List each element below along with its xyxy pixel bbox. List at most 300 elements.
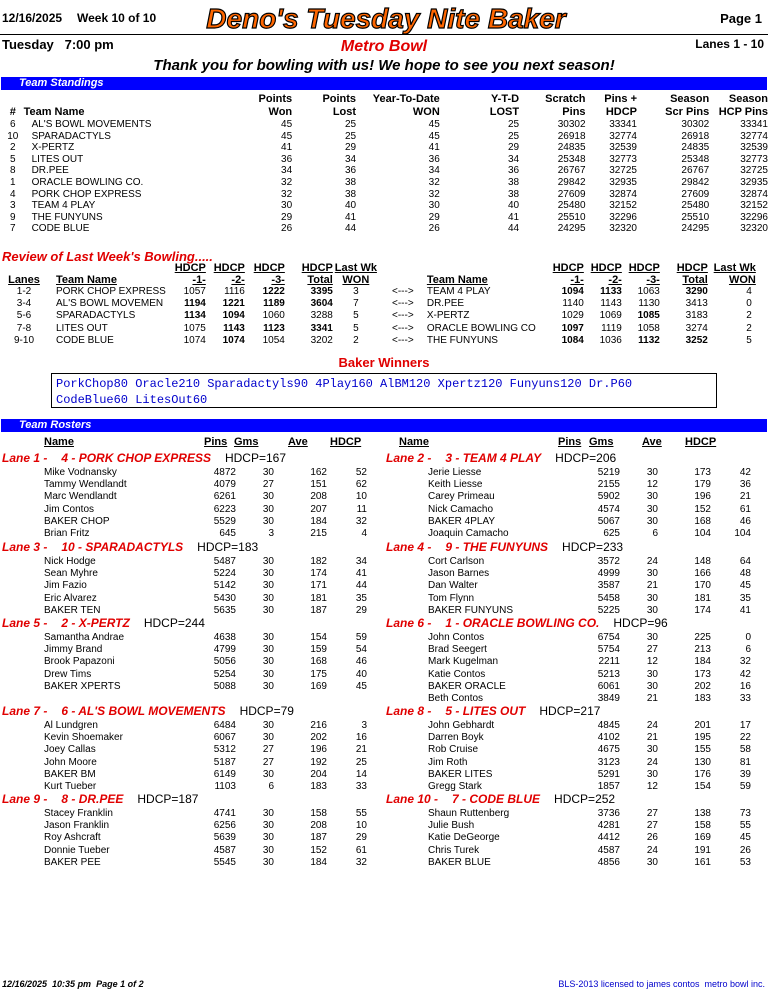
- player-ave: 154: [310, 632, 327, 643]
- baker-winners-line1: PorkChop80 Oracle210 Sparadactyls90 4Play160 AlBM120 Xpertz120 Funyuns120 Dr.P60: [56, 377, 633, 391]
- player-ave: 207: [310, 503, 327, 515]
- player-pins: 4079: [213, 479, 236, 491]
- player-gms: 30: [646, 568, 658, 580]
- standings-season-scr: 25510: [681, 211, 710, 223]
- roster-player-row: [44, 832, 367, 844]
- review-right-g1: 1140: [562, 298, 584, 310]
- roster-hdcp-prefix: HDCP=: [555, 451, 597, 465]
- player-name: Drew Tims: [44, 668, 92, 680]
- standings-lost: 29: [344, 142, 357, 154]
- player-name: Jason Franklin: [44, 820, 110, 832]
- player-hdcp: 21: [355, 744, 367, 756]
- roster-player-row: [44, 732, 367, 744]
- standings-team: DR.PEE: [31, 165, 69, 177]
- standings-lost: 41: [344, 211, 357, 223]
- player-pins: 4845: [597, 720, 620, 731]
- roster-table: [428, 556, 751, 617]
- standings-season-hdcp: 32725: [740, 165, 768, 177]
- roster-hdcp-value: 233: [603, 540, 624, 554]
- roster-team-hdcp: [555, 451, 616, 465]
- roster-hdcp-prefix: HDCP=: [562, 540, 604, 554]
- roster-player-row: [44, 681, 367, 693]
- roster-player-row: [428, 632, 751, 644]
- player-pins: 3123: [597, 756, 620, 768]
- player-hdcp: 25: [355, 756, 367, 768]
- player-name: Jim Roth: [428, 756, 468, 768]
- player-name: BAKER CHOP: [44, 515, 110, 527]
- player-ave: 148: [694, 556, 711, 567]
- review-left-won: 7: [353, 298, 359, 310]
- player-pins: 4799: [213, 644, 236, 656]
- review-arrow: <--->: [392, 322, 414, 334]
- rv-col-total-r: HDCP Total: [676, 262, 708, 286]
- player-ave: 151: [310, 479, 327, 491]
- standings-rank: 10: [7, 130, 19, 142]
- roster-table: [44, 808, 367, 869]
- player-pins: 4872: [213, 467, 236, 478]
- player-ave: 170: [694, 580, 711, 592]
- standings-season-scr: 26767: [681, 165, 710, 177]
- week-label: Week 10 of 10: [77, 11, 157, 25]
- roster-hdcp-value: 167: [265, 451, 286, 465]
- roster-hdcp-prefix: HDCP=: [539, 704, 581, 718]
- standings-row: [2, 177, 768, 189]
- roster-team-hdcp: [562, 540, 623, 554]
- player-hdcp: 33: [739, 693, 751, 705]
- roster-player-row: [428, 556, 751, 568]
- standings-ytd-won: 45: [428, 130, 440, 142]
- player-name: Brian Fritz: [44, 528, 90, 540]
- standings-team: AL'S BOWL MOVEMENTS: [31, 119, 152, 130]
- roster-player-row: [44, 593, 367, 605]
- standings-lost: 38: [344, 176, 357, 188]
- player-pins: 4587: [597, 844, 620, 856]
- standings-pins-hdcp: 32152: [609, 200, 637, 212]
- roster-table: [428, 467, 751, 540]
- standings-ytd-won: 41: [428, 142, 440, 154]
- player-gms: 30: [262, 568, 274, 580]
- player-name: BAKER BLUE: [428, 856, 491, 868]
- player-ave: 159: [310, 644, 327, 656]
- player-ave: 181: [694, 592, 711, 604]
- standings-team: CODE BLUE: [31, 223, 90, 235]
- roster-player-row: [44, 744, 367, 756]
- standings-scratch: 26918: [557, 130, 586, 142]
- standings-scratch: 24835: [557, 142, 586, 154]
- player-gms: 30: [262, 515, 274, 527]
- review-left-won: 3: [353, 286, 359, 297]
- roster-player-row: [44, 556, 367, 568]
- player-name: Dan Walter: [428, 580, 478, 592]
- review-left-g2: 1221: [222, 298, 245, 310]
- player-hdcp: 52: [355, 467, 367, 478]
- player-name: Keith Liesse: [428, 479, 483, 491]
- roster-table: [44, 467, 367, 540]
- player-name: Marc Wendlandt: [44, 491, 117, 503]
- player-pins: 4281: [597, 820, 620, 832]
- player-ave: 166: [694, 568, 711, 580]
- footer-printed: 12/16/2025 10:35 pm Page 1 of 2: [2, 979, 144, 989]
- standings-ytd-lost: 25: [507, 130, 520, 142]
- roster-hdcp-prefix: HDCP=: [143, 616, 185, 630]
- rv-col-total: HDCP Total: [301, 262, 333, 286]
- col-won: Points Won: [258, 93, 293, 118]
- standings-ytd-lost: 44: [507, 223, 520, 235]
- rosters-section-bar: [1, 419, 767, 432]
- player-name: Brad Seegert: [428, 644, 487, 656]
- standings-ytd-won: 32: [428, 188, 440, 200]
- player-hdcp: 61: [739, 503, 751, 515]
- roster-team-hdcp: [225, 451, 286, 465]
- review-left-won: 5: [353, 310, 359, 322]
- standings-team: PORK CHOP EXPRESS: [31, 188, 142, 200]
- player-pins: 2155: [597, 479, 620, 491]
- roster-lane-label: Lane 10 -: [386, 792, 439, 806]
- player-ave: 216: [310, 720, 327, 731]
- review-right-g2: 1119: [601, 322, 622, 334]
- standings-lost: 44: [344, 223, 357, 235]
- player-hdcp: 45: [355, 680, 367, 692]
- standings-lost: 25: [344, 130, 357, 142]
- player-hdcp: 45: [739, 580, 751, 592]
- player-hdcp: 34: [355, 556, 367, 567]
- roster-player-row: [428, 732, 751, 744]
- rv-col-won: Last Wk WON: [334, 262, 377, 286]
- player-gms: 30: [262, 668, 274, 680]
- player-gms: 30: [646, 491, 658, 503]
- roster-hdr-gms-left: Gms: [234, 436, 259, 448]
- standings-rank: 9: [10, 211, 16, 223]
- roster-player-row: [428, 479, 751, 491]
- player-gms: 30: [262, 732, 274, 744]
- player-hdcp: 42: [739, 668, 751, 680]
- standings-season-hdcp: 32774: [740, 130, 768, 142]
- roster-player-row: [44, 669, 367, 681]
- review-lanes: 7-8: [16, 322, 32, 334]
- standings-won: 30: [281, 200, 293, 212]
- review-left-team: AL'S BOWL MOVEMEN: [56, 298, 164, 310]
- player-pins: 4856: [597, 856, 620, 868]
- player-ave: 174: [310, 568, 327, 580]
- standings-lost: 36: [344, 165, 357, 177]
- rv-col-team-r: Team Name: [426, 274, 488, 286]
- roster-player-row: [428, 681, 751, 693]
- player-hdcp: 17: [739, 720, 751, 731]
- roster-hdcp-value: 183: [238, 540, 259, 554]
- player-pins: 4675: [597, 744, 620, 756]
- roster-team-header: [2, 792, 198, 806]
- roster-team-header: [2, 540, 258, 554]
- day-time: Tuesday 7:00 pm: [2, 37, 114, 52]
- player-ave: 202: [310, 732, 327, 744]
- player-ave: 196: [310, 744, 327, 756]
- player-ave: 187: [310, 604, 327, 616]
- review-right-won: 0: [746, 298, 752, 310]
- player-pins: 5487: [213, 556, 236, 567]
- review-left-total: 3395: [310, 286, 333, 297]
- player-hdcp: 54: [355, 644, 367, 656]
- roster-player-row: [428, 491, 751, 503]
- review-right-total: 3252: [685, 334, 708, 346]
- player-gms: 30: [262, 680, 274, 692]
- review-right-won: 2: [746, 310, 752, 322]
- roster-team-header: [386, 451, 616, 465]
- player-name: Jim Contos: [44, 503, 95, 515]
- player-hdcp: 10: [355, 491, 367, 503]
- player-hdcp: 35: [355, 592, 367, 604]
- roster-lane-label: Lane 6 -: [386, 616, 432, 630]
- roster-team-hdcp: [197, 540, 258, 554]
- lanes-range: Lanes 1 - 10: [695, 37, 764, 51]
- roster-table: [44, 556, 367, 617]
- col-season-scr: Season Scr Pins: [665, 93, 710, 118]
- roster-team-hdcp: [539, 704, 600, 718]
- player-gms: 12: [646, 479, 658, 491]
- roster-hdr-name-left: Name: [44, 436, 74, 448]
- player-pins: 625: [603, 528, 620, 540]
- standings-ytd-won: 34: [428, 165, 440, 177]
- roster-player-row: [44, 857, 367, 869]
- player-name: Carey Primeau: [428, 491, 495, 503]
- player-gms: 30: [646, 668, 658, 680]
- player-pins: 5067: [597, 515, 620, 527]
- standings-scratch: 30302: [557, 119, 586, 130]
- standings-rank: 1: [10, 176, 16, 188]
- player-gms: 27: [262, 479, 274, 491]
- standings-pins-hdcp: 32773: [609, 153, 637, 165]
- review-right-total: 3274: [685, 322, 708, 334]
- roster-team-name: 6 - AL'S BOWL MOVEMENTS: [61, 704, 226, 718]
- player-hdcp: 29: [355, 832, 367, 844]
- roster-player-row: [44, 568, 367, 580]
- player-hdcp: 10: [355, 820, 367, 832]
- roster-hdcp-prefix: HDCP=: [224, 451, 266, 465]
- player-gms: 27: [646, 808, 658, 819]
- player-gms: 30: [262, 808, 274, 819]
- player-name: Brook Papazoni: [44, 656, 115, 668]
- player-ave: 174: [694, 604, 711, 616]
- roster-hdcp-value: 252: [595, 792, 616, 806]
- roster-player-row: [428, 516, 751, 528]
- rv-col-g3: HDCP -3-: [253, 262, 285, 286]
- player-name: John Contos: [428, 632, 485, 643]
- standings-rank: 4: [10, 188, 16, 200]
- review-right-g3: 1063: [637, 286, 660, 297]
- roster-player-row: [44, 580, 367, 592]
- roster-hdcp-prefix: HDCP=: [554, 792, 596, 806]
- roster-team-name: 1 - ORACLE BOWLING CO.: [445, 616, 600, 630]
- roster-lane-label: Lane 2 -: [386, 451, 432, 465]
- player-hdcp: 14: [355, 768, 367, 780]
- roster-player-row: [428, 467, 751, 479]
- review-row: [2, 298, 756, 310]
- player-pins: 5254: [213, 668, 236, 680]
- roster-player-row: [428, 845, 751, 857]
- player-hdcp: 41: [739, 604, 751, 616]
- player-ave: 161: [694, 856, 711, 868]
- standings-row: [2, 212, 768, 224]
- player-gms: 21: [646, 732, 658, 744]
- roster-player-row: [44, 644, 367, 656]
- player-ave: 162: [310, 467, 327, 478]
- player-hdcp: 44: [355, 580, 367, 592]
- rv-col-team: Team Name: [56, 274, 117, 286]
- player-pins: 5225: [597, 604, 620, 616]
- player-ave: 158: [694, 820, 711, 832]
- player-gms: 30: [262, 604, 274, 616]
- player-pins: 5224: [213, 568, 236, 580]
- player-hdcp: 16: [739, 680, 751, 692]
- player-name: Samantha Andrae: [44, 632, 125, 643]
- player-ave: 152: [694, 503, 711, 515]
- review-left-g1: 1194: [184, 298, 206, 310]
- player-gms: 30: [262, 856, 274, 868]
- roster-player-row: [428, 769, 751, 781]
- player-gms: 30: [646, 680, 658, 692]
- standings-won: 32: [281, 188, 293, 200]
- player-pins: 4412: [597, 832, 620, 844]
- player-name: Kevin Shoemaker: [44, 732, 123, 744]
- review-row: [2, 310, 756, 322]
- standings-lost: 38: [344, 188, 357, 200]
- player-gms: 30: [646, 604, 658, 616]
- roster-player-row: [44, 656, 367, 668]
- roster-player-row: [428, 644, 751, 656]
- standings-season-hdcp: 32539: [740, 142, 768, 154]
- review-left-g3: 1060: [262, 310, 285, 322]
- standings-rank: 8: [10, 165, 16, 177]
- rv-col-won-r: Last Wk WON: [713, 262, 756, 286]
- player-pins: 4587: [213, 844, 236, 856]
- review-right-total: 3413: [685, 298, 708, 310]
- roster-team-name: 10 - SPARADACTYLS: [61, 540, 184, 554]
- col-ytd-won: Year-To-Date WON: [372, 93, 440, 118]
- col-ytd-lost: Y-T-D LOST: [489, 93, 520, 118]
- player-name: Joaquin Camacho: [428, 528, 509, 540]
- player-ave: 196: [694, 491, 711, 503]
- roster-player-row: [428, 820, 751, 832]
- player-ave: 169: [694, 832, 711, 844]
- review-right-team: THE FUNYUNS: [426, 334, 498, 346]
- review-right-total: 3290: [685, 286, 708, 297]
- player-ave: 208: [310, 820, 327, 832]
- player-ave: 155: [694, 744, 711, 756]
- league-title-text: Deno's Tuesday Nite Baker: [206, 3, 566, 34]
- standings-row: [2, 142, 768, 154]
- player-pins: 2211: [598, 656, 620, 668]
- standings-season-hdcp: 32773: [740, 153, 768, 165]
- roster-lane-label: Lane 3 -: [2, 540, 48, 554]
- player-name: BAKER XPERTS: [44, 680, 121, 692]
- review-left-g2: 1143: [223, 322, 245, 334]
- player-gms: 30: [262, 844, 274, 856]
- player-ave: 184: [310, 515, 327, 527]
- roster-team-header: [386, 540, 623, 554]
- standings-pins-hdcp: 32296: [609, 211, 637, 223]
- player-name: Mark Kugelman: [428, 656, 499, 668]
- player-name: Kurt Tueber: [44, 781, 97, 793]
- player-ave: 191: [694, 844, 711, 856]
- standings-row: [2, 119, 768, 131]
- review-left-g1: 1134: [184, 310, 206, 322]
- player-hdcp: 36: [739, 479, 751, 491]
- player-gms: 24: [646, 556, 658, 567]
- player-name: Al Lundgren: [44, 720, 98, 731]
- player-pins: 6149: [213, 768, 236, 780]
- player-ave: 169: [310, 680, 327, 692]
- roster-lane-label: Lane 1 -: [2, 451, 48, 465]
- player-ave: 173: [694, 467, 711, 478]
- standings-section-bar: [1, 77, 767, 90]
- roster-hdcp-prefix: HDCP=: [197, 540, 239, 554]
- col-season-hdcp: Season HCP Pins: [718, 93, 768, 118]
- review-left-g1: 1074: [183, 334, 206, 346]
- roster-team-header: [386, 792, 615, 806]
- review-right-g2: 1143: [600, 298, 622, 310]
- player-pins: 6484: [213, 720, 236, 731]
- player-ave: 202: [694, 680, 711, 692]
- roster-table: [44, 632, 367, 693]
- player-gms: 30: [262, 467, 274, 478]
- player-ave: 104: [694, 528, 711, 540]
- player-name: Stacey Franklin: [44, 808, 113, 819]
- player-pins: 5635: [213, 604, 236, 616]
- player-pins: 3572: [597, 556, 620, 567]
- standings-team: TEAM 4 PLAY: [31, 200, 96, 212]
- roster-player-row: [44, 769, 367, 781]
- roster-team-header: [2, 451, 286, 465]
- review-right-team: X-PERTZ: [426, 310, 470, 322]
- standings-won: 36: [281, 153, 293, 165]
- player-pins: 6061: [597, 680, 620, 692]
- player-hdcp: 59: [355, 632, 367, 643]
- league-title: [190, 0, 582, 36]
- roster-player-row: [428, 757, 751, 769]
- player-ave: 175: [310, 668, 327, 680]
- standings-won: 32: [281, 176, 293, 188]
- review-right-g2: 1036: [599, 334, 622, 346]
- review-left-team: CODE BLUE: [56, 334, 114, 346]
- player-pins: 5219: [597, 467, 620, 478]
- player-ave: 138: [694, 808, 711, 819]
- player-name: Mike Vodnansky: [44, 467, 117, 478]
- player-ave: 192: [310, 756, 327, 768]
- roster-player-row: [428, 744, 751, 756]
- roster-player-row: [44, 757, 367, 769]
- player-ave: 225: [694, 632, 711, 643]
- player-name: BAKER PEE: [44, 856, 101, 868]
- standings-season-hdcp: 32874: [740, 188, 768, 200]
- player-ave: 173: [694, 668, 711, 680]
- roster-hdcp-value: 244: [184, 616, 205, 630]
- standings-season-scr: 25348: [681, 153, 710, 165]
- review-row: [2, 335, 756, 347]
- roster-table: [428, 808, 751, 869]
- player-gms: 12: [646, 656, 658, 668]
- player-gms: 6: [268, 781, 274, 793]
- rv-col-g2: HDCP -2-: [213, 262, 245, 286]
- roster-player-row: [44, 808, 367, 820]
- standings-ytd-lost: 40: [507, 200, 520, 212]
- player-pins: 4102: [597, 732, 620, 744]
- standings-team: THE FUNYUNS: [31, 211, 103, 223]
- player-name: BAKER ORACLE: [428, 680, 506, 692]
- col-pins-hdcp: Pins + HDCP: [604, 93, 637, 118]
- player-pins: 5529: [213, 515, 236, 527]
- roster-hdr-gms-right: Gms: [589, 436, 614, 448]
- player-pins: 6223: [213, 503, 236, 515]
- standings-pins-hdcp: 32874: [609, 188, 637, 200]
